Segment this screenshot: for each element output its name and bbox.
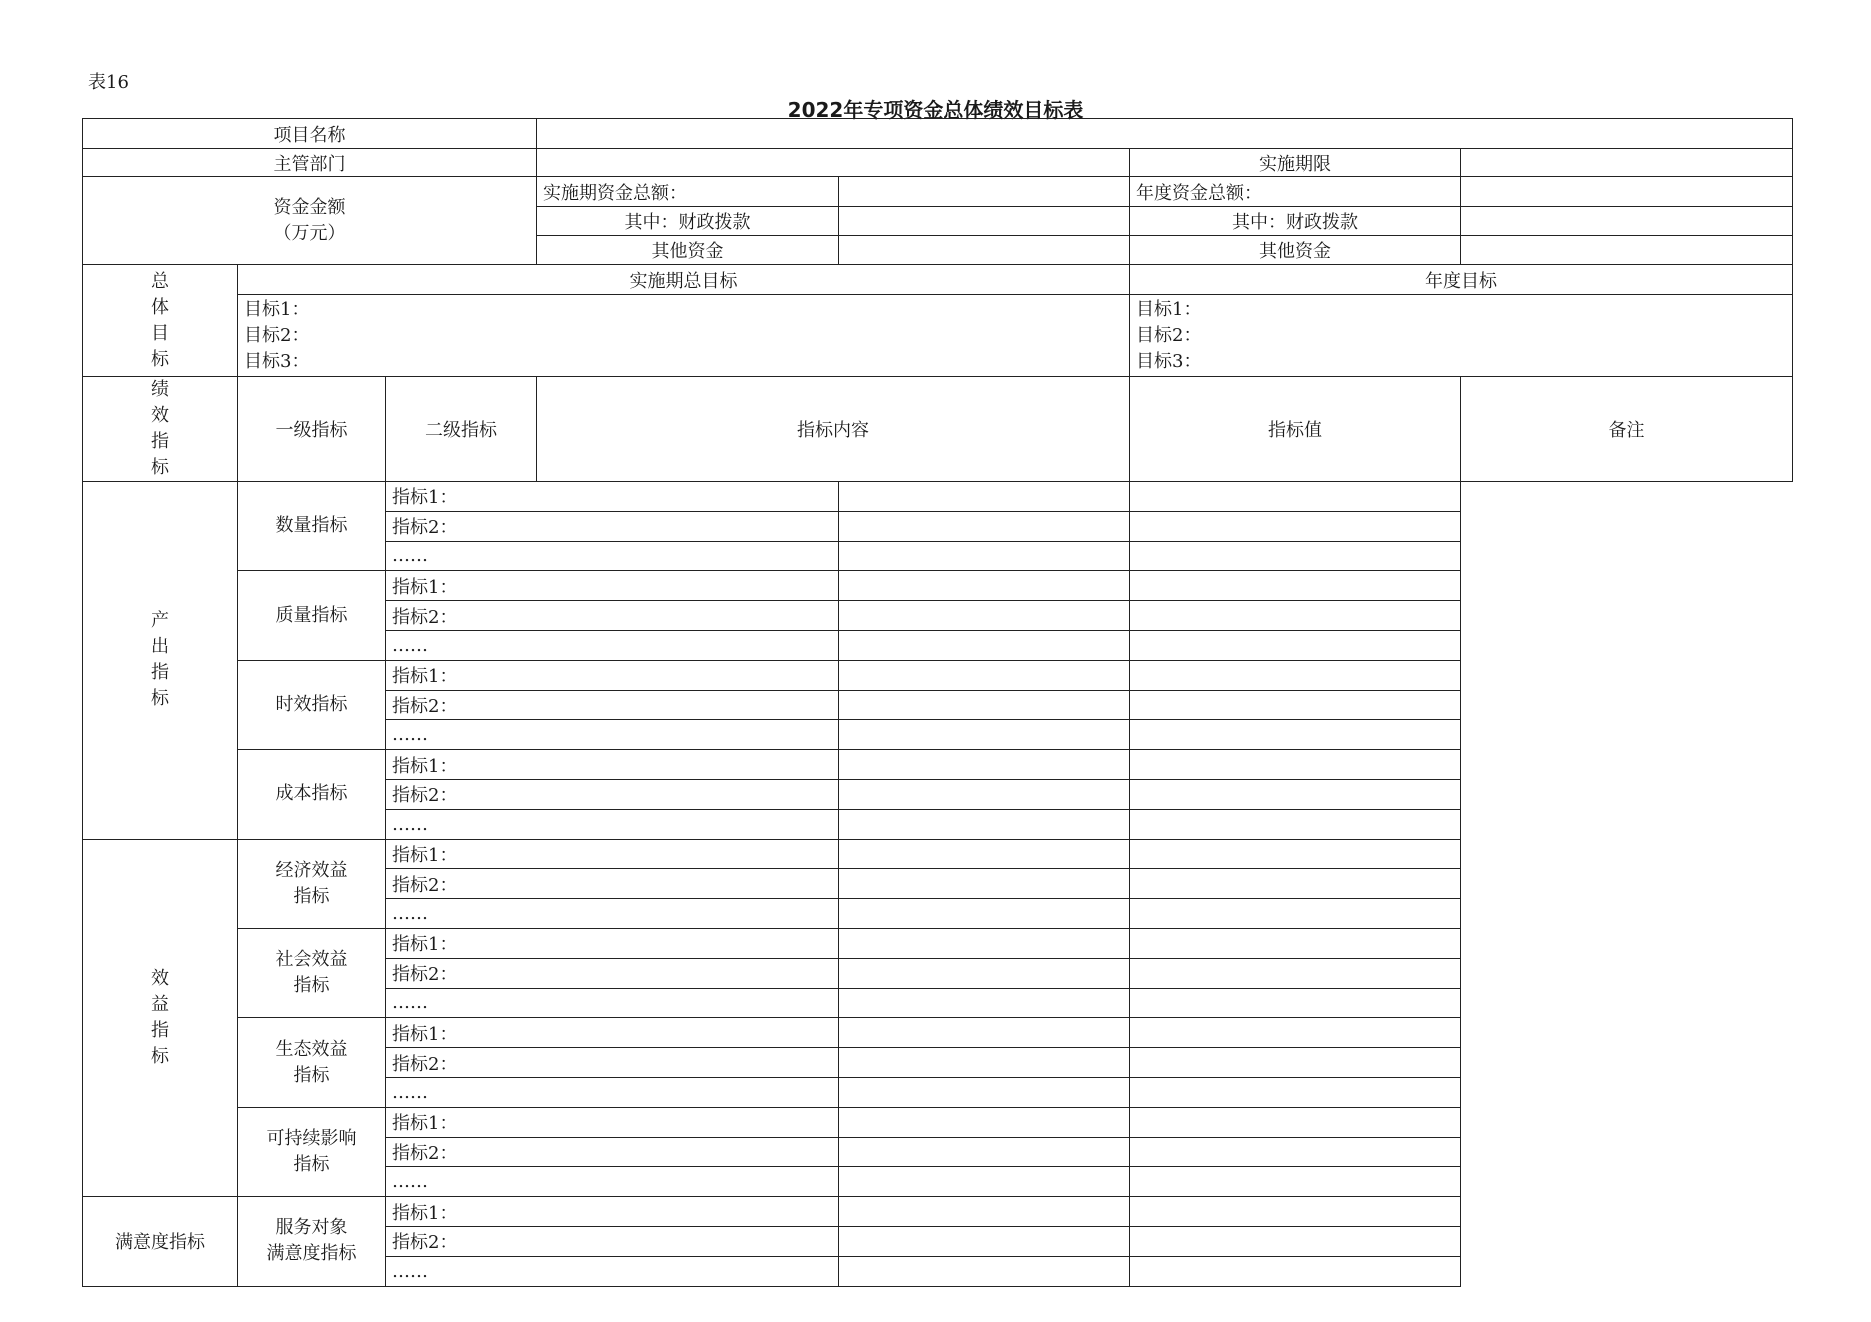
indicator-content-cell[interactable]: 指标2：	[386, 958, 839, 988]
indicator-content-cell[interactable]: ……	[386, 899, 839, 929]
goal-item: 目标2：	[1136, 324, 1202, 346]
level2-indicator: 生态效益 指标	[238, 1018, 386, 1107]
indicator-value-cell[interactable]	[839, 779, 1130, 809]
indicator-content-cell[interactable]: 指标1：	[386, 571, 839, 601]
indicator-remark-cell[interactable]	[1130, 1197, 1461, 1227]
indicator-value-cell[interactable]	[839, 571, 1130, 601]
indicator-value-cell[interactable]	[839, 1048, 1130, 1078]
indicator-content-cell[interactable]: ……	[386, 1167, 839, 1197]
indicator-content-cell[interactable]: ……	[386, 630, 839, 660]
indicator-content-cell[interactable]: ……	[386, 541, 839, 571]
goal-item: 目标1：	[1136, 298, 1202, 320]
period-goals-list[interactable]	[238, 295, 1130, 377]
indicator-content-cell[interactable]: 指标1：	[386, 660, 839, 690]
department-label: 主管部门	[83, 149, 537, 177]
indicator-row	[83, 750, 1793, 780]
period-other-label: 其他资金	[537, 236, 839, 265]
indicator-value-cell[interactable]	[839, 928, 1130, 958]
department-field[interactable]	[537, 149, 1130, 177]
level2-indicator: 成本指标	[238, 750, 386, 839]
level2-indicator: 可持续影响 指标	[238, 1107, 386, 1196]
indicator-value-cell[interactable]	[839, 899, 1130, 929]
period-field[interactable]	[1461, 149, 1793, 177]
indicator-row	[83, 571, 1793, 601]
indicator-value-cell[interactable]	[839, 1077, 1130, 1107]
indicator-content-cell[interactable]: 指标2：	[386, 1226, 839, 1256]
indicator-remark-cell[interactable]	[1130, 601, 1461, 631]
indicator-header-row	[83, 377, 1793, 482]
indicator-remark-cell[interactable]	[1130, 899, 1461, 929]
annual-total-label: 年度资金总额：	[1130, 177, 1461, 207]
indicator-remark-cell[interactable]	[1130, 839, 1461, 869]
level2-indicator: 服务对象 满意度指标	[238, 1197, 386, 1286]
funds-label-line1: 资金金额	[273, 196, 346, 218]
annual-other-label: 其他资金	[1130, 236, 1461, 265]
indicator-value-cell[interactable]	[839, 541, 1130, 571]
project-name-label: 项目名称	[83, 119, 537, 149]
project-name-field[interactable]	[537, 119, 1793, 149]
indicator-remark-cell[interactable]	[1130, 779, 1461, 809]
level2-indicator: 时效指标	[238, 660, 386, 749]
indicator-remark-cell[interactable]	[1130, 511, 1461, 541]
indicator-remark-cell[interactable]	[1130, 1107, 1461, 1137]
level2-header: 二级指标	[386, 377, 537, 482]
indicator-value-cell[interactable]	[839, 660, 1130, 690]
level1-indicator: 满意度指标	[83, 1197, 238, 1286]
indicator-value-cell[interactable]	[839, 1197, 1130, 1227]
indicator-content-cell[interactable]: ……	[386, 809, 839, 839]
period-total-label: 实施期资金总额：	[537, 177, 839, 207]
annual-total-field[interactable]	[1461, 177, 1793, 207]
indicator-remark-cell[interactable]	[1130, 750, 1461, 780]
indicator-content-cell[interactable]: 指标1：	[386, 482, 839, 512]
period-other-field[interactable]	[839, 236, 1130, 265]
funds-amount-label	[83, 177, 537, 265]
level1-header: 一级指标	[238, 377, 386, 482]
indicator-remark-cell[interactable]	[1130, 690, 1461, 720]
level1-indicator: 产 出 指 标	[83, 482, 238, 840]
indicator-remark-cell[interactable]	[1130, 809, 1461, 839]
indicator-value-cell[interactable]	[839, 1018, 1130, 1048]
indicator-content-cell[interactable]: 指标2：	[386, 779, 839, 809]
performance-goals-table	[82, 118, 1793, 1287]
goals-content-row	[83, 295, 1793, 377]
indicator-content-cell[interactable]: ……	[386, 1256, 839, 1286]
indicator-content-cell[interactable]: 指标2：	[386, 511, 839, 541]
indicator-content-cell[interactable]: 指标2：	[386, 1137, 839, 1167]
level1-indicator: 效 益 指 标	[83, 839, 238, 1197]
indicator-value-cell[interactable]	[839, 1167, 1130, 1197]
indicator-remark-cell[interactable]	[1130, 958, 1461, 988]
project-name-row	[83, 119, 1793, 149]
indicator-remark-cell[interactable]	[1130, 571, 1461, 601]
indicator-value-cell[interactable]	[839, 601, 1130, 631]
indicator-remark-cell[interactable]	[1130, 988, 1461, 1018]
indicator-content-cell[interactable]: 指标1：	[386, 1197, 839, 1227]
goal-item: 目标3：	[244, 350, 310, 372]
indicator-content-cell[interactable]: 指标1：	[386, 750, 839, 780]
performance-indicators-label: 绩 效 指 标	[83, 377, 238, 482]
indicator-value-cell[interactable]	[839, 1256, 1130, 1286]
indicator-value-cell[interactable]	[839, 720, 1130, 750]
indicator-value-cell[interactable]	[839, 988, 1130, 1018]
annual-goals-list[interactable]	[1130, 295, 1793, 377]
goal-item: 目标2：	[244, 324, 310, 346]
indicator-row	[83, 1197, 1793, 1227]
period-fiscal-field[interactable]	[839, 207, 1130, 236]
annual-fiscal-label: 其中：财政拨款	[1130, 207, 1461, 236]
level2-indicator: 社会效益 指标	[238, 928, 386, 1017]
funds-row-total	[83, 177, 1793, 207]
indicator-content-cell[interactable]: ……	[386, 988, 839, 1018]
document-title: 2022年专项资金总体绩效目标表	[787, 98, 1084, 122]
table-number: 表16	[88, 72, 129, 93]
indicator-row	[83, 660, 1793, 690]
period-fiscal-label: 其中：财政拨款	[537, 207, 839, 236]
level2-indicator: 质量指标	[238, 571, 386, 660]
level2-indicator: 经济效益 指标	[238, 839, 386, 928]
indicator-content-cell[interactable]: 指标1：	[386, 839, 839, 869]
indicator-remark-cell[interactable]	[1130, 928, 1461, 958]
indicator-remark-cell[interactable]	[1130, 660, 1461, 690]
indicator-value-cell[interactable]	[839, 1107, 1130, 1137]
indicator-remark-cell[interactable]	[1130, 1256, 1461, 1286]
indicator-content-cell[interactable]: 指标1：	[386, 1018, 839, 1048]
goal-item: 目标3：	[1136, 350, 1202, 372]
goal-item: 目标1：	[244, 298, 310, 320]
goals-header-row	[83, 265, 1793, 295]
indicator-row	[83, 839, 1793, 869]
annual-goal-header: 年度目标	[1130, 265, 1793, 295]
indicator-value-cell[interactable]	[839, 958, 1130, 988]
indicator-row	[83, 482, 1793, 512]
indicator-value-cell[interactable]	[839, 1137, 1130, 1167]
indicator-content-cell[interactable]: 指标2：	[386, 1048, 839, 1078]
annual-fiscal-field[interactable]	[1461, 207, 1793, 236]
indicator-remark-cell[interactable]	[1130, 482, 1461, 512]
department-row	[83, 149, 1793, 177]
indicator-remark-cell[interactable]	[1130, 630, 1461, 660]
level2-indicator: 数量指标	[238, 482, 386, 571]
indicator-value-cell[interactable]	[839, 839, 1130, 869]
indicator-value-cell[interactable]	[839, 750, 1130, 780]
indicator-remark-cell[interactable]	[1130, 1018, 1461, 1048]
indicator-remark-cell[interactable]	[1130, 1048, 1461, 1078]
indicator-value-cell[interactable]	[839, 511, 1130, 541]
period-total-field[interactable]	[839, 177, 1130, 207]
indicator-remark-cell[interactable]	[1130, 1226, 1461, 1256]
indicator-content-cell[interactable]: 指标2：	[386, 601, 839, 631]
indicator-content-cell[interactable]: 指标1：	[386, 1107, 839, 1137]
value-header: 指标值	[1130, 377, 1461, 482]
period-goal-header: 实施期总目标	[238, 265, 1130, 295]
indicator-remark-cell[interactable]	[1130, 1077, 1461, 1107]
indicator-remark-cell[interactable]	[1130, 720, 1461, 750]
indicator-row	[83, 928, 1793, 958]
indicator-content-cell[interactable]: ……	[386, 1077, 839, 1107]
funds-label-line2: （万元）	[273, 222, 346, 244]
indicator-value-cell[interactable]	[839, 869, 1130, 899]
indicator-value-cell[interactable]	[839, 482, 1130, 512]
indicator-content-cell[interactable]: 指标1：	[386, 928, 839, 958]
indicator-content-cell[interactable]: ……	[386, 720, 839, 750]
indicator-value-cell[interactable]	[839, 1226, 1130, 1256]
indicator-remark-cell[interactable]	[1130, 1137, 1461, 1167]
indicator-remark-cell[interactable]	[1130, 869, 1461, 899]
indicator-content-cell[interactable]: 指标2：	[386, 869, 839, 899]
indicator-remark-cell[interactable]	[1130, 1167, 1461, 1197]
indicator-row	[83, 1018, 1793, 1048]
indicator-remark-cell[interactable]	[1130, 541, 1461, 571]
content-header: 指标内容	[537, 377, 1130, 482]
remark-header: 备注	[1461, 377, 1793, 482]
indicator-value-cell[interactable]	[839, 809, 1130, 839]
indicator-content-cell[interactable]: 指标2：	[386, 690, 839, 720]
annual-other-field[interactable]	[1461, 236, 1793, 265]
indicator-row	[83, 1107, 1793, 1137]
indicator-value-cell[interactable]	[839, 690, 1130, 720]
period-label: 实施期限	[1130, 149, 1461, 177]
overall-goals-label: 总 体 目 标	[83, 265, 238, 377]
indicator-value-cell[interactable]	[839, 630, 1130, 660]
